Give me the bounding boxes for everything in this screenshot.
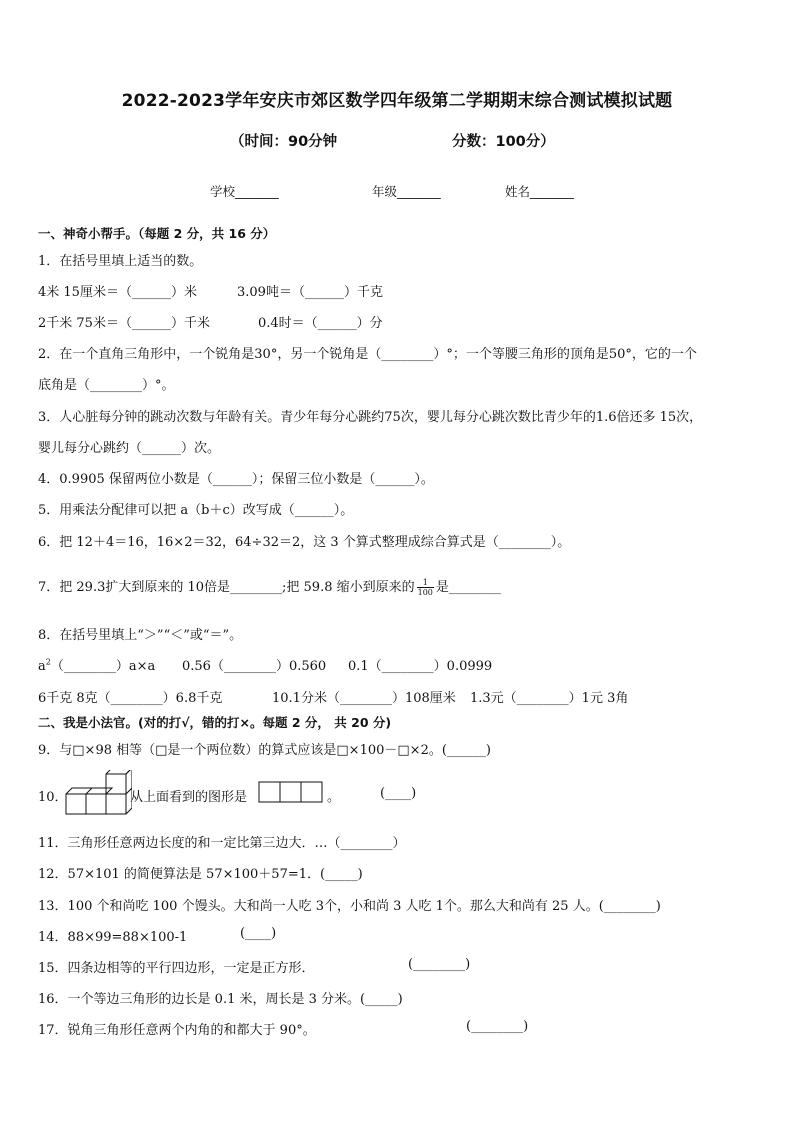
question-8a-base: a xyxy=(38,659,46,674)
question-10-blank: (____) xyxy=(380,786,417,801)
exam-time: （时间：90分钟 xyxy=(230,134,338,150)
section-2-heading: 二、我是小法官。(对的打√，错的打×。每题 2 分， 共 20 分) xyxy=(38,715,392,730)
question-5: 5．用乘法分配律可以把 a（b＋c）改写成（______）。 xyxy=(38,503,354,518)
question-17-blank: (________) xyxy=(466,1019,529,1034)
question-8a xyxy=(38,655,155,674)
question-7-part-1: 7．把 29.3扩大到原来的 10倍是________;把 59.8 缩小到原来的 xyxy=(38,580,415,595)
section-1-heading: 一、神奇小帮手。（每题 2 分，共 16 分） xyxy=(38,226,276,241)
question-13: 13．100 个和尚吃 100 个馒头。大和尚一人吃 3个，小和尚 3 人吃 1个。那么大和尚有 25 人。(________) xyxy=(38,899,661,914)
grade-field: 年级_______ xyxy=(372,184,441,199)
question-1b: 3.09吨＝（______）千克 xyxy=(237,285,383,300)
question-10-text: 从上面看到的图形是 xyxy=(130,790,248,805)
question-8a-exponent: 2 xyxy=(45,657,51,667)
question-7-part-2: 是________ xyxy=(435,580,501,595)
question-9: 9．与□×98 相等（□是一个两位数）的算式应该是□×100－□×2。(______) xyxy=(38,743,491,758)
fraction-one-hundredth xyxy=(417,578,434,597)
question-14: 14．88×99=88×100-1 xyxy=(38,930,188,945)
fraction-denominator: 100 xyxy=(417,588,433,597)
question-2-line-1: 2．在一个直角三角形中，一个锐角是30°，另一个锐角是（________）°；一个等腰三角形的顶角是50°，它的一个 xyxy=(38,347,697,362)
question-8d: 6千克 8克（________）6.8千克 xyxy=(38,691,223,706)
question-8e: 10.1分米（________）108厘米 xyxy=(272,691,456,706)
question-8f: 1.3元（________）1元 3角 xyxy=(470,691,629,706)
question-12: 12．57×101 的简便算法是 57×100＋57=1．(_____) xyxy=(38,867,363,882)
question-8: 8．在括号里填上“＞”“＜”或“＝”。 xyxy=(38,628,243,643)
fraction-numerator: 1 xyxy=(417,578,434,588)
question-15-blank: (________) xyxy=(408,957,471,972)
question-8a-rest: （________）a×a xyxy=(50,659,156,674)
cube-stack-figure xyxy=(64,770,132,818)
question-1d: 0.4时＝（______）分 xyxy=(258,316,383,331)
question-17: 17．锐角三角形任意两个内角的和都大于 90°。 xyxy=(38,1023,316,1038)
question-6: 6．把 12＋4＝16，16×2＝32，64÷32＝2，这 3 个算式整理成综合算式是（________）。 xyxy=(38,535,571,550)
question-3-line-2: 婴儿每分心跳约（______）次。 xyxy=(38,441,221,456)
question-10-number: 10． xyxy=(38,790,68,805)
page-title: 2022-2023学年安庆市郊区数学四年级第二学期期末综合测试模拟试题 xyxy=(121,91,673,111)
question-1: 1．在括号里填上适当的数。 xyxy=(38,254,203,269)
question-1a: 4米 15厘米＝（______）米 xyxy=(38,285,197,300)
question-4: 4．0.9905 保留两位小数是（______）；保留三位小数是（______）。 xyxy=(38,472,434,487)
exam-score: 分数：100分） xyxy=(452,134,555,150)
top-view-figure xyxy=(258,781,324,803)
question-8b: 0.56（________）0.560 xyxy=(182,659,327,674)
question-14-blank: (____) xyxy=(240,926,277,941)
question-16: 16．一个等边三角形的边长是 0.1 米，周长是 3 分米。(_____) xyxy=(38,992,403,1007)
name-field: 姓名_______ xyxy=(505,184,574,199)
question-3-line-1: 3．人心脏每分钟的跳动次数与年龄有关。青少年每分心跳约75次，婴儿每分心跳次数比青少年的1.6倍还多 15次， xyxy=(38,410,703,425)
question-10-period: 。 xyxy=(327,790,341,805)
question-7 xyxy=(38,576,501,597)
question-1c: 2千米 75米＝（______）千米 xyxy=(38,316,210,331)
question-15: 15．四条边相等的平行四边形，一定是正方形． xyxy=(38,961,315,976)
question-2-line-2: 底角是（________）°。 xyxy=(38,378,175,393)
question-8c: 0.1（________）0.0999 xyxy=(348,659,493,674)
question-11: 11．三角形任意两边长度的和一定比第三边大．…（________） xyxy=(38,836,406,851)
school-field: 学校_______ xyxy=(210,184,279,199)
